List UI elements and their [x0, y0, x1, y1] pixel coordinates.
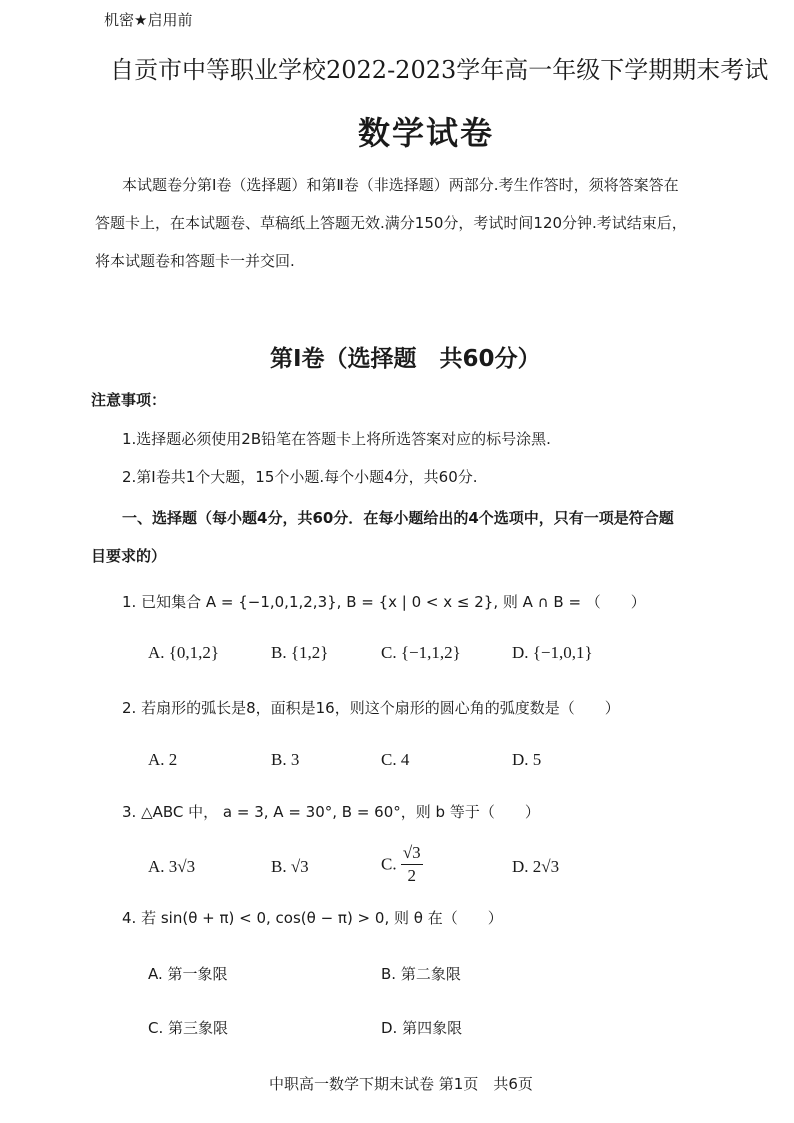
- intro-line-2: 答题卡上，在本试题卷、草稿纸上答题无效.满分150分，考试时间120分钟.考试结束后，: [95, 214, 687, 232]
- question-2-option-d: D. 5: [512, 750, 542, 769]
- paper-title: 数学试卷: [358, 114, 495, 152]
- note-2: 2.第Ⅰ卷共1个大题，15个小题.每个小题4分，共60分.: [122, 468, 478, 486]
- question-3-option-d: D. 2√3: [512, 857, 560, 876]
- school-exam-title: 自贡市中等职业学校2022-2023学年高一年级下学期期末考试: [110, 56, 769, 84]
- question-4-option-d: D. 第四象限: [381, 1019, 463, 1037]
- question-1-stem: 1. 已知集合 A = {−1,0,1,2,3}, B = {x | 0 < x ≤ 2}, 则 A ∩ B = （ ）: [122, 593, 646, 611]
- question-2-option-a: A. 2: [148, 750, 178, 769]
- question-4-stem: 4. 若 sin(θ + π) < 0, cos(θ − π) > 0, 则 θ 在（ ）: [122, 909, 503, 927]
- confidential-mark: 机密★启用前: [104, 11, 193, 29]
- question-3-option-a: A. 3√3: [148, 857, 196, 876]
- question-1-option-a: A. {0,1,2}: [148, 643, 220, 662]
- question-1-option-b: B. {1,2}: [271, 643, 329, 662]
- intro-line-3: 将本试题卷和答题卡一并交回.: [95, 252, 295, 270]
- question-2-stem: 2. 若扇形的弧长是8，面积是16，则这个扇形的圆心角的弧度数是（ ）: [122, 699, 620, 717]
- notes-heading: 注意事项：: [91, 391, 167, 409]
- part-heading-line-1: 一、选择题（每小题4分，共60分．在每小题给出的4个选项中，只有一项是符合题: [122, 509, 674, 527]
- note-1: 1.选择题必须使用2B铅笔在答题卡上将所选答案对应的标号涂黑.: [122, 430, 551, 448]
- question-3-option-b: B. √3: [271, 857, 309, 876]
- page-footer: 中职高一数学下期末试卷 第1页 共6页: [269, 1075, 533, 1093]
- question-3-option-c-label: C.: [381, 854, 397, 874]
- fraction-numerator: √3: [401, 843, 423, 865]
- question-3-option-c: [381, 843, 423, 886]
- question-4-option-b: B. 第二象限: [381, 965, 461, 983]
- question-2-option-b: B. 3: [271, 750, 300, 769]
- question-3-stem: 3. △ABC 中， a = 3, A = 30°, B = 60°，则 b 等于（ ）: [122, 803, 540, 821]
- question-1-option-d: D. {−1,0,1}: [512, 643, 593, 662]
- section-title: 第Ⅰ卷（选择题 共60分）: [270, 346, 541, 372]
- part-heading-line-2: 目要求的）: [91, 547, 167, 565]
- question-3-option-c-fraction: [401, 843, 423, 886]
- question-4-option-a: A. 第一象限: [148, 965, 228, 983]
- question-2-option-c: C. 4: [381, 750, 410, 769]
- fraction-denominator: 2: [407, 866, 417, 885]
- question-1-option-c: C. {−1,1,2}: [381, 643, 461, 662]
- intro-line-1: 本试题卷分第Ⅰ卷（选择题）和第Ⅱ卷（非选择题）两部分.考生作答时，须将答案答在: [122, 176, 679, 194]
- question-4-option-c: C. 第三象限: [148, 1019, 229, 1037]
